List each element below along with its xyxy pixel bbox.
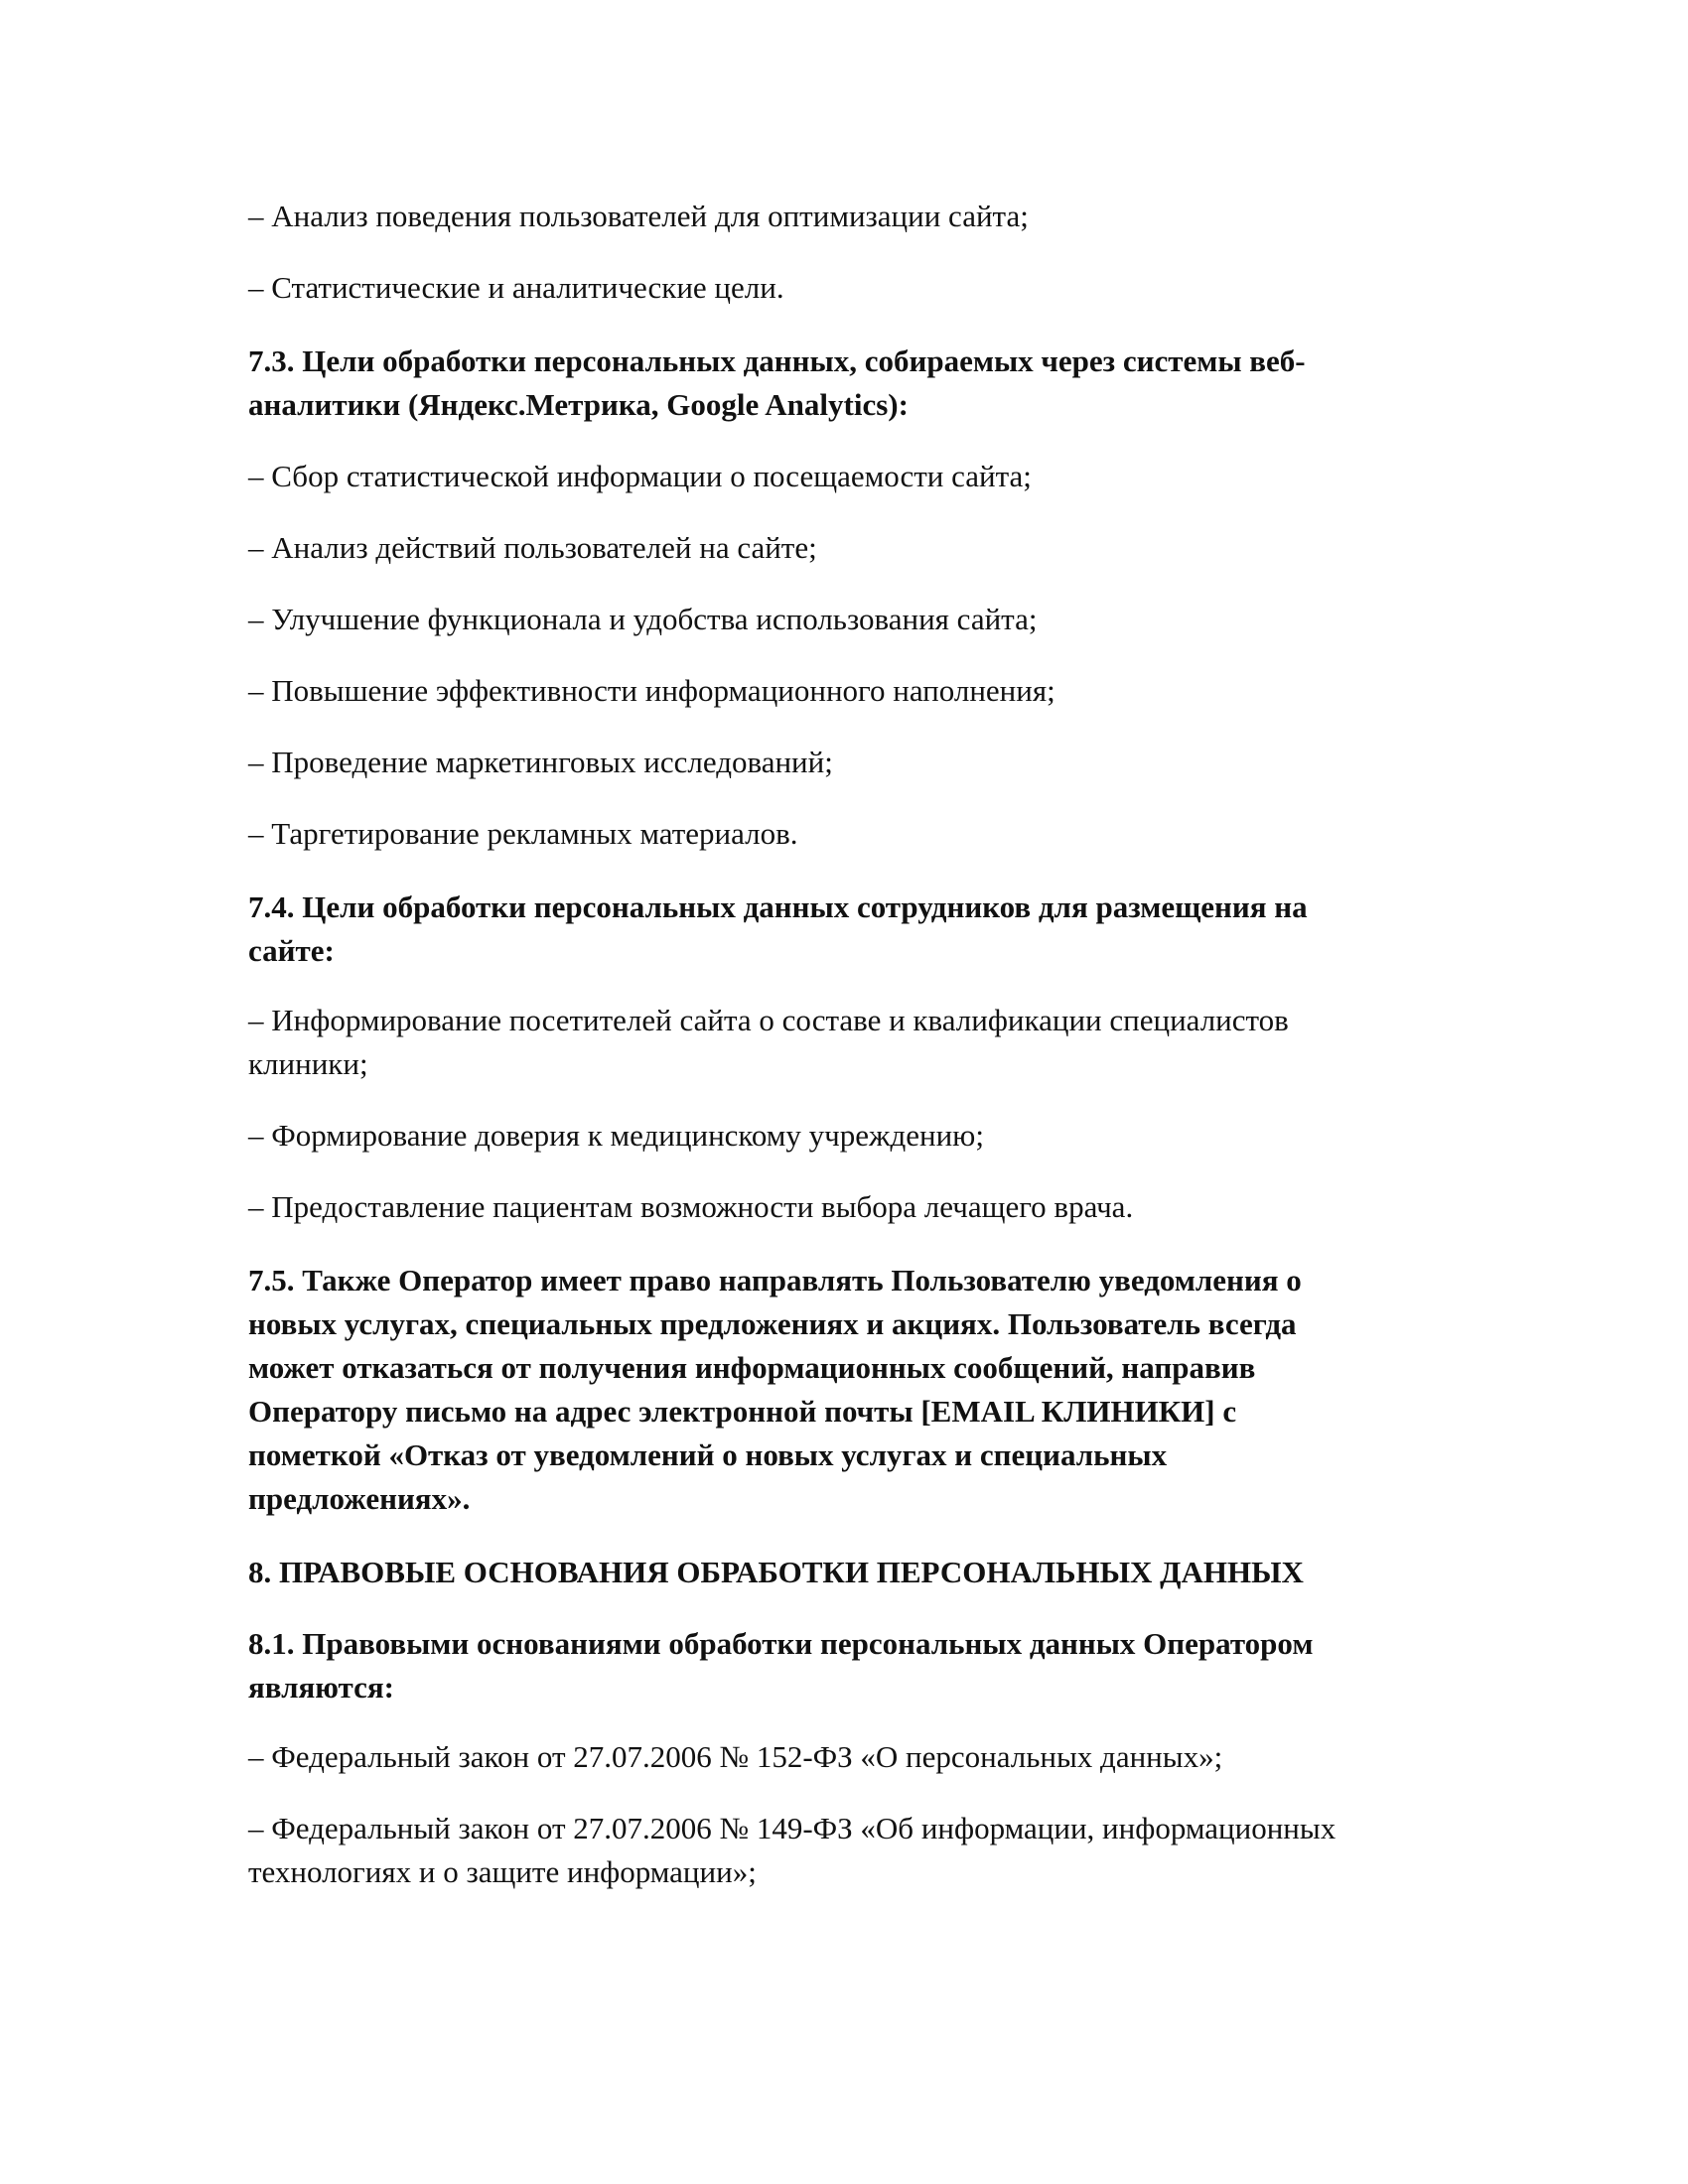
section-7-5-line-4: Оператору письмо на адрес электронной почты [EMAIL КЛИНИКИ] с [248,1394,1237,1429]
list-item-marketing-research: – Проведение маркетинговых исследований; [248,745,833,779]
section-8-title: 8. ПРАВОВЫЕ ОСНОВАНИЯ ОБРАБОТКИ ПЕРСОНАЛЬНЫХ ДАННЫХ [248,1555,1304,1589]
section-7-3-heading-line-1: 7.3. Цели обработки персональных данных, собираемых через системы веб- [248,343,1306,378]
list-item-behavior-analysis: – Анализ поведения пользователей для оптимизации сайта; [248,199,1029,233]
list-item-law-152: – Федеральный закон от 27.07.2006 № 152-ФЗ «О персональных данных»; [248,1739,1223,1774]
list-item-law-149-line-1: – Федеральный закон от 27.07.2006 № 149-ФЗ «Об информации, информационных [248,1811,1336,1845]
list-item-statistics-collection: – Сбор статистической информации о посещаемости сайта; [248,459,1032,493]
section-7-4-heading-line-2: сайте: [248,933,335,968]
section-7-5-line-3: может отказаться от получения информационных сообщений, направив [248,1350,1256,1385]
list-item-statistical-goals: – Статистические и аналитические цели. [248,270,784,305]
list-item-content-efficiency: – Повышение эффективности информационного наполнения; [248,673,1055,708]
section-7-5-line-2: новых услугах, специальных предложениях и акциях. Пользователь всегда [248,1306,1297,1341]
list-item-law-149-line-2: технологиях и о защите информации»; [248,1854,757,1889]
section-7-5-line-6: предложениях». [248,1481,471,1516]
list-item-staff-info-line-2: клиники; [248,1046,368,1081]
list-item-trust: – Формирование доверия к медицинскому учреждению; [248,1118,984,1153]
list-item-ad-targeting: – Таргетирование рекламных материалов. [248,816,798,851]
list-item-functionality-improvement: – Улучшение функционала и удобства использования сайта; [248,602,1038,636]
section-7-5-line-5: пометкой «Отказ от уведомлений о новых услугах и специальных [248,1437,1168,1472]
section-8-1-heading-line-1: 8.1. Правовыми основаниями обработки персональных данных Оператором [248,1626,1314,1661]
section-8-1-heading-line-2: являются: [248,1670,395,1705]
section-7-5-line-1: 7.5. Также Оператор имеет право направлять Пользователю уведомления о [248,1263,1302,1297]
list-item-actions-analysis: – Анализ действий пользователей на сайте; [248,530,817,565]
section-7-4-heading-line-1: 7.4. Цели обработки персональных данных сотрудников для размещения на [248,889,1308,924]
section-7-3-heading-line-2: аналитики (Яндекс.Метрика, Google Analytics): [248,387,909,422]
list-item-staff-info-line-1: – Информирование посетителей сайта о составе и квалификации специалистов [248,1003,1289,1037]
list-item-doctor-choice: – Предоставление пациентам возможности выбора лечащего врача. [248,1189,1134,1224]
